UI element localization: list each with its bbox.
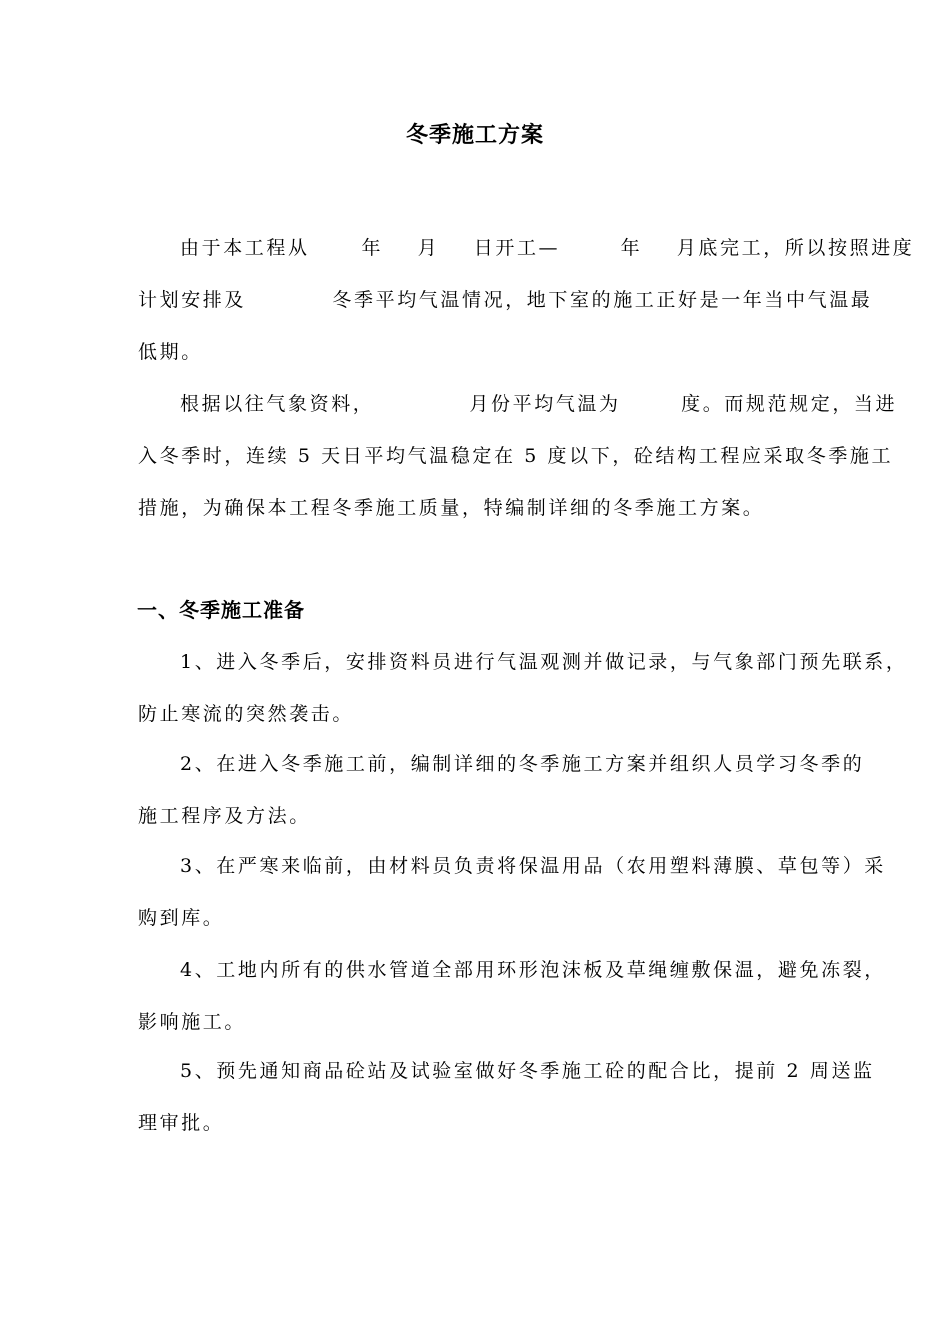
list-item-3-line-2: 购到库。	[138, 907, 225, 929]
list-item-1-line-2: 防止寒流的突然袭击。	[138, 703, 355, 725]
list-item-5-line-2: 理审批。	[138, 1112, 225, 1134]
intro-line-4: 根据以往气象资料， 月份平均气温为 度。而规范规定，当进	[180, 393, 898, 415]
list-item-2-line-2: 施工程序及方法。	[138, 805, 311, 827]
intro-line-5: 入冬季时，连续 5 天日平均气温稳定在 5 度以下，砼结构工程应采取冬季施工	[138, 445, 894, 467]
list-item-1-line-1: 1、进入冬季后，安排资料员进行气温观测并做记录，与气象部门预先联系，	[180, 651, 908, 673]
intro-line-6: 措施，为确保本工程冬季施工质量，特编制详细的冬季施工方案。	[138, 497, 765, 519]
intro-line-1: 由于本工程从 年 月 日开工— 年 月底完工，所以按照进度	[180, 237, 915, 259]
section-heading: 一、冬季施工准备	[137, 598, 305, 622]
intro-line-3: 低期。	[138, 341, 203, 363]
list-item-5-line-1: 5、预先通知商品砼站及试验室做好冬季施工砼的配合比，提前 2 周送监	[180, 1060, 875, 1082]
list-item-3-line-1: 3、在严寒来临前，由材料员负责将保温用品（农用塑料薄膜、草包等）采	[180, 855, 886, 877]
list-item-4-line-2: 影响施工。	[138, 1011, 247, 1033]
intro-line-2: 计划安排及 冬季平均气温情况，地下室的施工正好是一年当中气温最	[138, 289, 873, 311]
list-item-4-line-1: 4、工地内所有的供水管道全部用环形泡沫板及草绳缠敷保温，避免冻裂，	[180, 959, 886, 981]
page-title: 冬季施工方案	[405, 123, 544, 148]
list-item-2-line-1: 2、在进入冬季施工前，编制详细的冬季施工方案并组织人员学习冬季的	[180, 753, 865, 775]
